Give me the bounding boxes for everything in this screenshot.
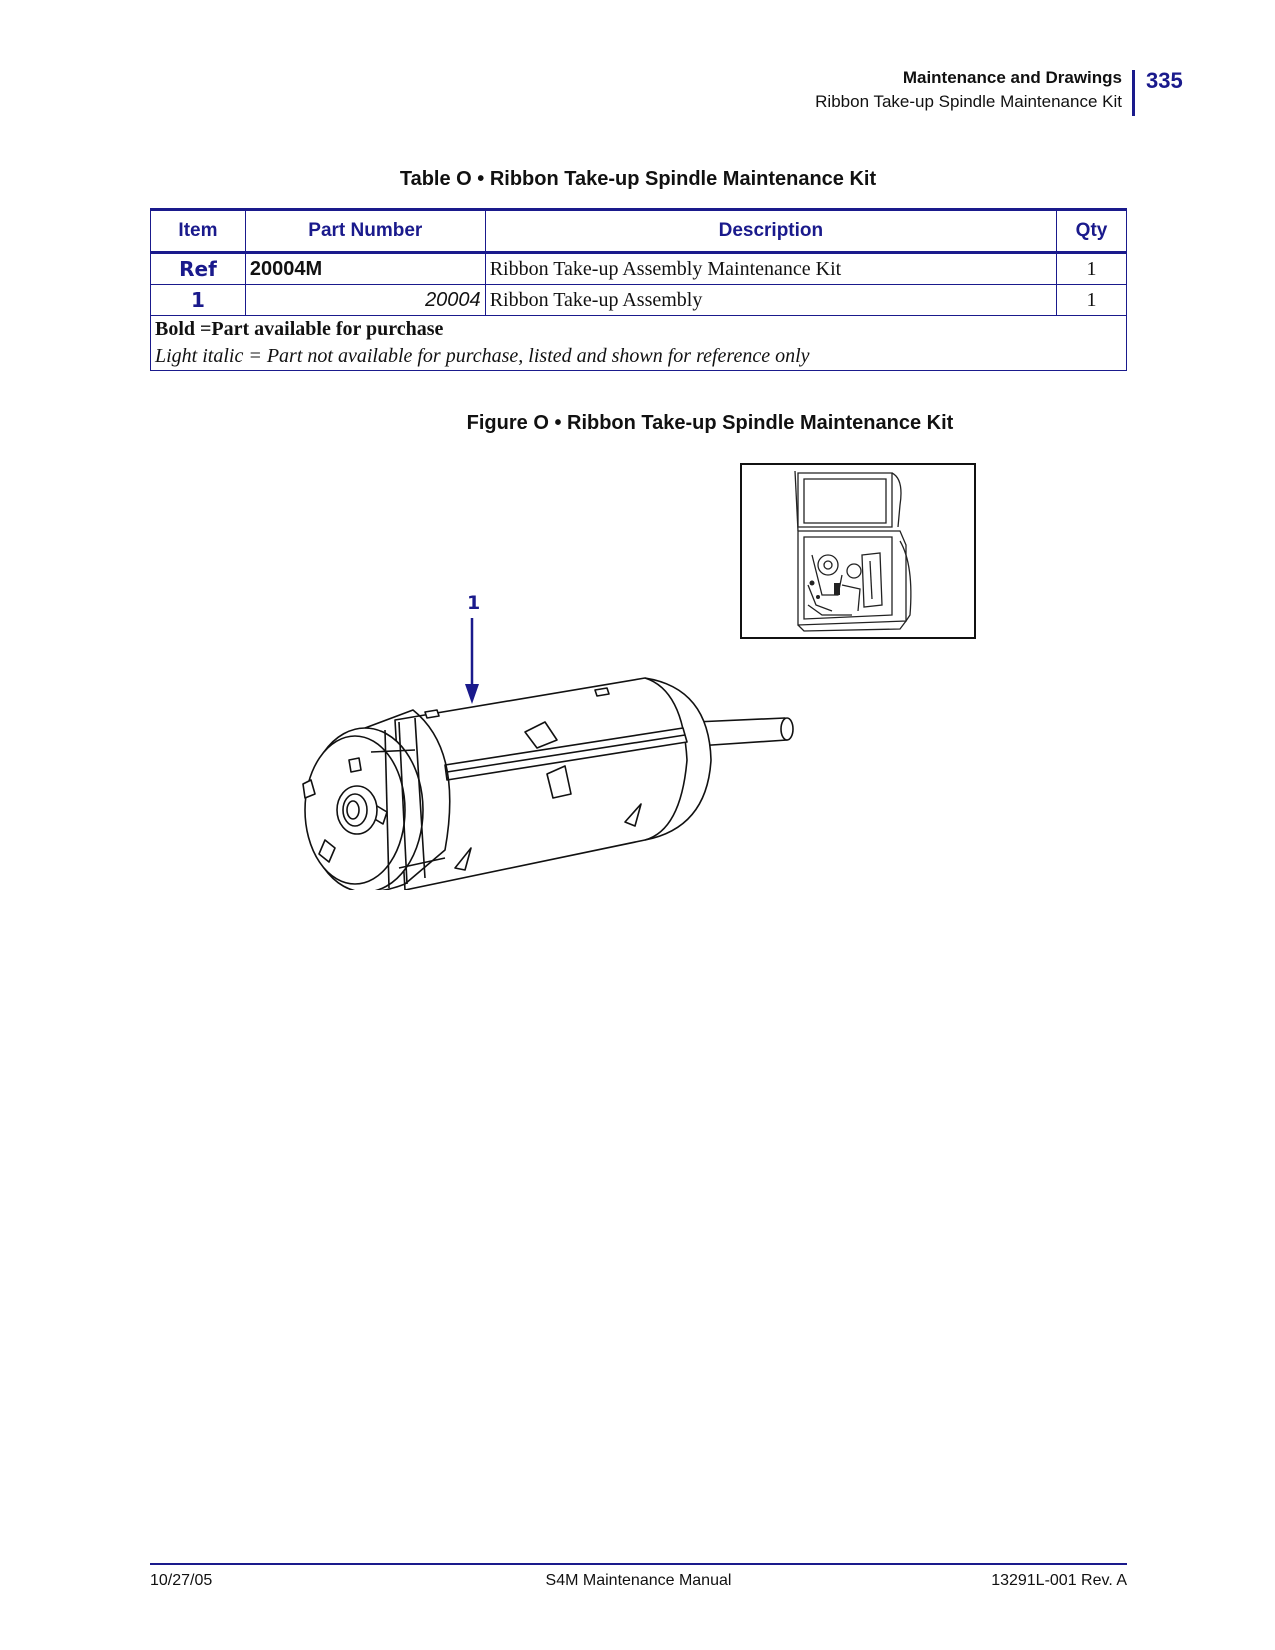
table-notes-row xyxy=(151,316,1127,371)
col-header-description: Description xyxy=(485,210,1056,253)
cell-item: 1 xyxy=(151,285,246,316)
cell-description: Ribbon Take-up Assembly Maintenance Kit xyxy=(485,253,1056,285)
running-header xyxy=(562,66,1122,114)
note-bold-legend: Bold =Part available for purchase xyxy=(155,318,444,340)
cell-qty: 1 xyxy=(1057,285,1127,316)
header-section-title: Maintenance and Drawings xyxy=(902,68,1122,87)
cell-item: Ref xyxy=(151,253,246,285)
cell-part-number: 20004M xyxy=(245,253,485,285)
table-notes xyxy=(151,316,1127,371)
cell-part-number: 20004 xyxy=(245,285,485,316)
ribbon-takeup-spindle-drawing xyxy=(295,600,805,890)
callout-label: 1 xyxy=(467,592,481,614)
header-divider xyxy=(1132,70,1135,116)
footer-date: 10/27/05 xyxy=(150,1572,213,1589)
col-header-qty: Qty xyxy=(1057,210,1127,253)
col-header-part-number: Part Number xyxy=(245,210,485,253)
footer-rule xyxy=(150,1563,1127,1565)
cell-qty: 1 xyxy=(1057,253,1127,285)
cell-description: Ribbon Take-up Assembly xyxy=(485,285,1056,316)
table-header-row xyxy=(151,210,1127,253)
table-row xyxy=(151,285,1127,316)
page-number: 335 xyxy=(1146,68,1183,93)
callout-arrow xyxy=(465,618,479,704)
table-row xyxy=(151,253,1127,285)
parts-table xyxy=(150,208,1127,371)
note-italic-legend: Light italic = Part not available for purchase, listed and shown for reference only xyxy=(155,345,810,367)
table-title: Table O • Ribbon Take-up Spindle Maintenance Kit xyxy=(399,168,877,190)
footer-doc-number: 13291L-001 Rev. A xyxy=(991,1572,1127,1589)
header-subtitle: Ribbon Take-up Spindle Maintenance Kit xyxy=(815,92,1122,111)
footer-manual-title: S4M Maintenance Manual xyxy=(545,1572,732,1589)
col-header-item: Item xyxy=(151,210,246,253)
figure-title: Figure O • Ribbon Take-up Spindle Maintenance Kit xyxy=(466,412,954,434)
